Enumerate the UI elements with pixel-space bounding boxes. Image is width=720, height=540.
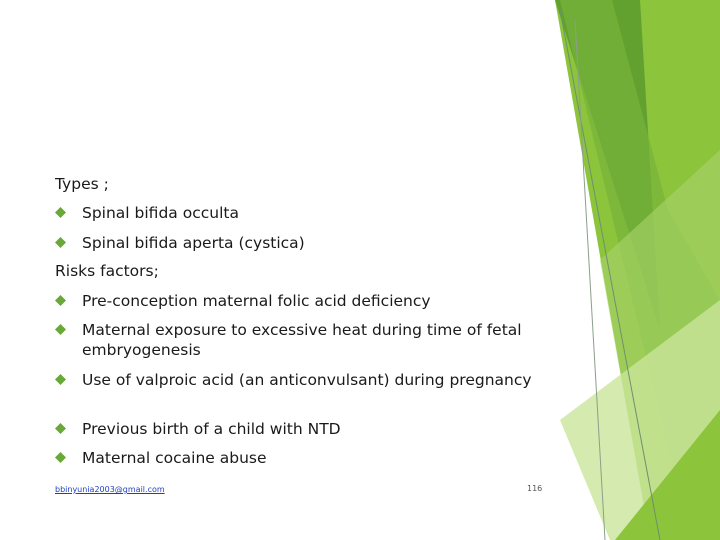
risk-item: Use of valproic acid (an anticonvulsant) during pregnancy bbox=[82, 371, 532, 389]
risk-item: Maternal exposure to excessive heat during time of fetal embryogenesis bbox=[82, 321, 522, 359]
diamond-bullet-icon bbox=[55, 207, 66, 218]
diamond-bullet-icon bbox=[55, 295, 66, 306]
footer-email-link[interactable]: bbinyunia2003@gmail.com bbox=[55, 485, 165, 494]
risk-item: Maternal cocaine abuse bbox=[82, 449, 267, 467]
diamond-bullet-icon bbox=[55, 423, 66, 434]
heading-risks: Risks factors; bbox=[55, 262, 159, 280]
heading-types: Types ; bbox=[55, 175, 109, 193]
diamond-bullet-icon bbox=[55, 237, 66, 248]
type-item: Spinal bifida aperta (cystica) bbox=[82, 234, 305, 252]
risk-item: Previous birth of a child with NTD bbox=[82, 420, 341, 438]
risk-item: Pre-conception maternal folic acid deficiency bbox=[82, 292, 431, 310]
type-item: Spinal bifida occulta bbox=[82, 204, 239, 222]
page-number: 116 bbox=[527, 484, 543, 493]
diamond-bullet-icon bbox=[55, 324, 66, 335]
diamond-bullet-icon bbox=[55, 374, 66, 385]
diamond-bullet-icon bbox=[55, 452, 66, 463]
